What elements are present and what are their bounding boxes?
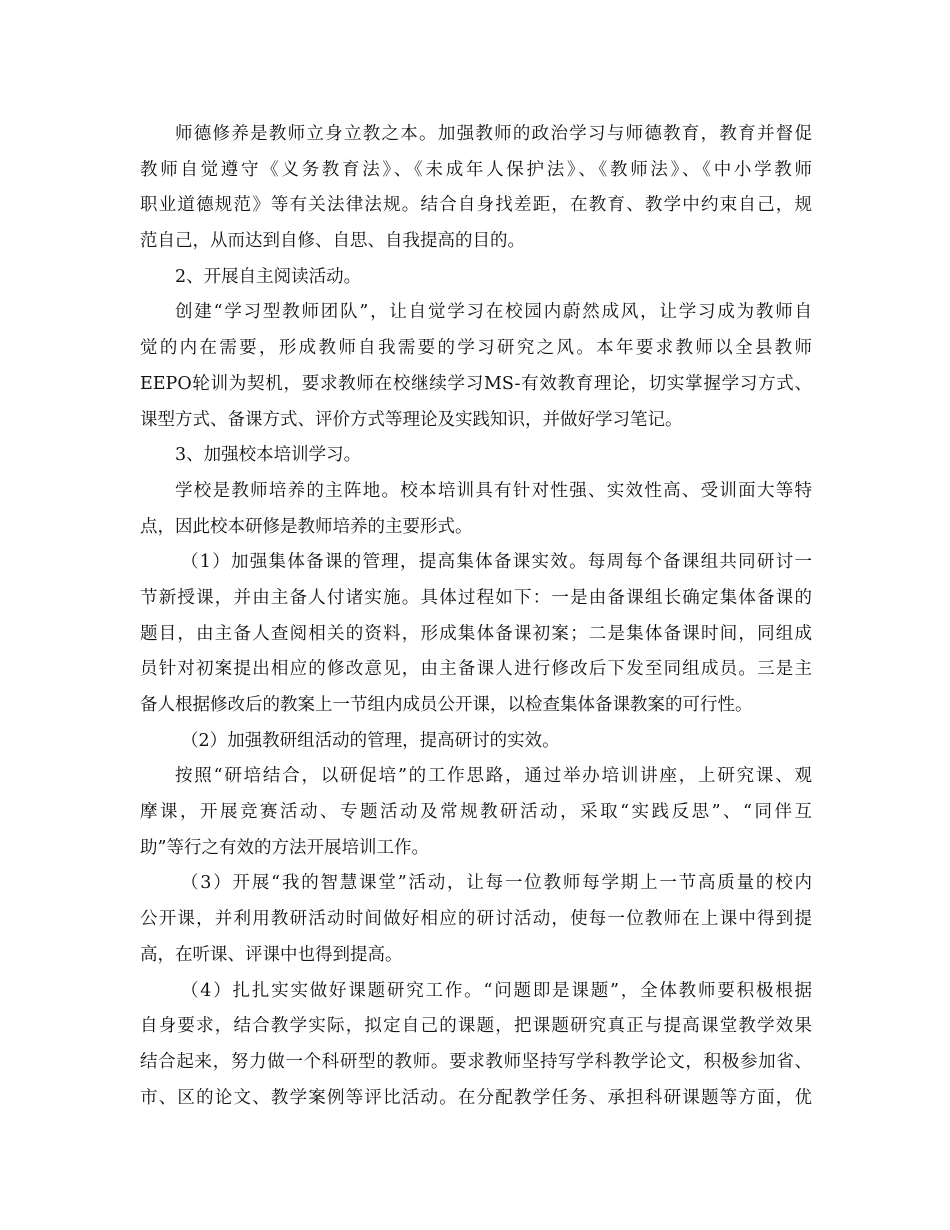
paragraph-line: 点，因此校本研修是教师培养的主要形式。 bbox=[140, 516, 473, 537]
paragraph-first-line: （2）加强教研组活动的管理，提高研讨的实效。 bbox=[181, 730, 560, 751]
paragraph-line: 员针对初案提出相应的修改意见，由主备课人进行修改后下发至同组成员。三是主 bbox=[140, 659, 812, 680]
paragraph-line: 自身要求，结合教学实际，拟定自己的课题，把课题研究真正与提高课堂教学效果 bbox=[140, 1016, 812, 1037]
paragraph-line: 题目，由主备人查阅相关的资料，形成集体备课初案；二是集体备课时间，同组成 bbox=[140, 623, 812, 644]
paragraph-line: EEPO轮训为契机，要求教师在校继续学习MS-有效教育理论，切实掌握学习方式、 bbox=[140, 373, 812, 394]
paragraph-first-line: 按照“研培结合，以研促培”的工作思路，通过举办培训讲座，上研究课、观 bbox=[175, 766, 812, 787]
paragraph-line: 范自己，从而达到自修、自思、自我提高的目的。 bbox=[140, 231, 525, 252]
paragraph-first-line: 师德修养是教师立身立教之本。加强教师的政治学习与师德教育，教育并督促 bbox=[175, 124, 812, 144]
paragraph-line: 结合起来，努力做一个科研型的教师。要求教师坚持写学科教学论文，积极参加省、 bbox=[140, 1051, 812, 1072]
paragraph-line: 职业道德规范》等有关法律法规。结合自身找差距，在教育、教学中约束自己，规 bbox=[140, 195, 812, 216]
paragraph-first-line: （4）扎扎实实做好课题研究工作。“问题即是课题”，全体教师要积极根据 bbox=[181, 980, 812, 1001]
document-body bbox=[140, 117, 812, 1116]
paragraph-line: 高，在听课、评课中也得到提高。 bbox=[140, 944, 403, 965]
paragraph-first-line: （1）加强集体备课的管理，提高集体备课实效。每周每个备课组共同研讨一 bbox=[181, 552, 812, 573]
paragraph-line: 助”等行之有效的方法开展培训工作。 bbox=[140, 837, 429, 858]
paragraph-first-line: 2、开展自主阅读活动。 bbox=[175, 266, 362, 287]
paragraph-first-line: 创建“学习型教师团队”，让自觉学习在校园内蔚然成风，让学习成为教师自 bbox=[175, 302, 812, 323]
paragraph-line: 备人根据修改后的教案上一节组内成员公开课，以检查集体备课教案的可行性。 bbox=[140, 695, 753, 715]
paragraph-line: 公开课，并利用教研活动时间做好相应的研讨活动，使每一位教师在上课中得到提 bbox=[140, 909, 812, 930]
paragraph-line: 节新授课，并由主备人付诸实施。具体过程如下：一是由备课组长确定集体备课的 bbox=[140, 587, 812, 608]
paragraph-line: 觉的内在需要，形成教师自我需要的学习研究之风。本年要求教师以全县教师 bbox=[140, 338, 812, 359]
paragraph-first-line: 3、加强校本培训学习。 bbox=[175, 445, 362, 466]
paragraph-line: 教师自觉遵守《义务教育法》、《未成年人保护法》、《教师法》、《中小学教师 bbox=[140, 159, 812, 180]
paragraph-first-line: 学校是教师培养的主阵地。校本培训具有针对性强、实效性高、受训面大等特 bbox=[175, 480, 812, 501]
paragraph-line: 课型方式、备课方式、评价方式等理论及实践知识，并做好学习笔记。 bbox=[140, 409, 683, 430]
paragraph-first-line: （3）开展“我的智慧课堂”活动，让每一位教师每学期上一节高质量的校内 bbox=[181, 873, 812, 894]
paragraph-line: 市、区的论文、教学案例等评比活动。在分配教学任务、承担科研课题等方面，优 bbox=[140, 1087, 812, 1108]
paragraph-line: 摩课，开展竞赛活动、专题活动及常规教研活动，采取“实践反思”、“同伴互 bbox=[140, 802, 812, 823]
